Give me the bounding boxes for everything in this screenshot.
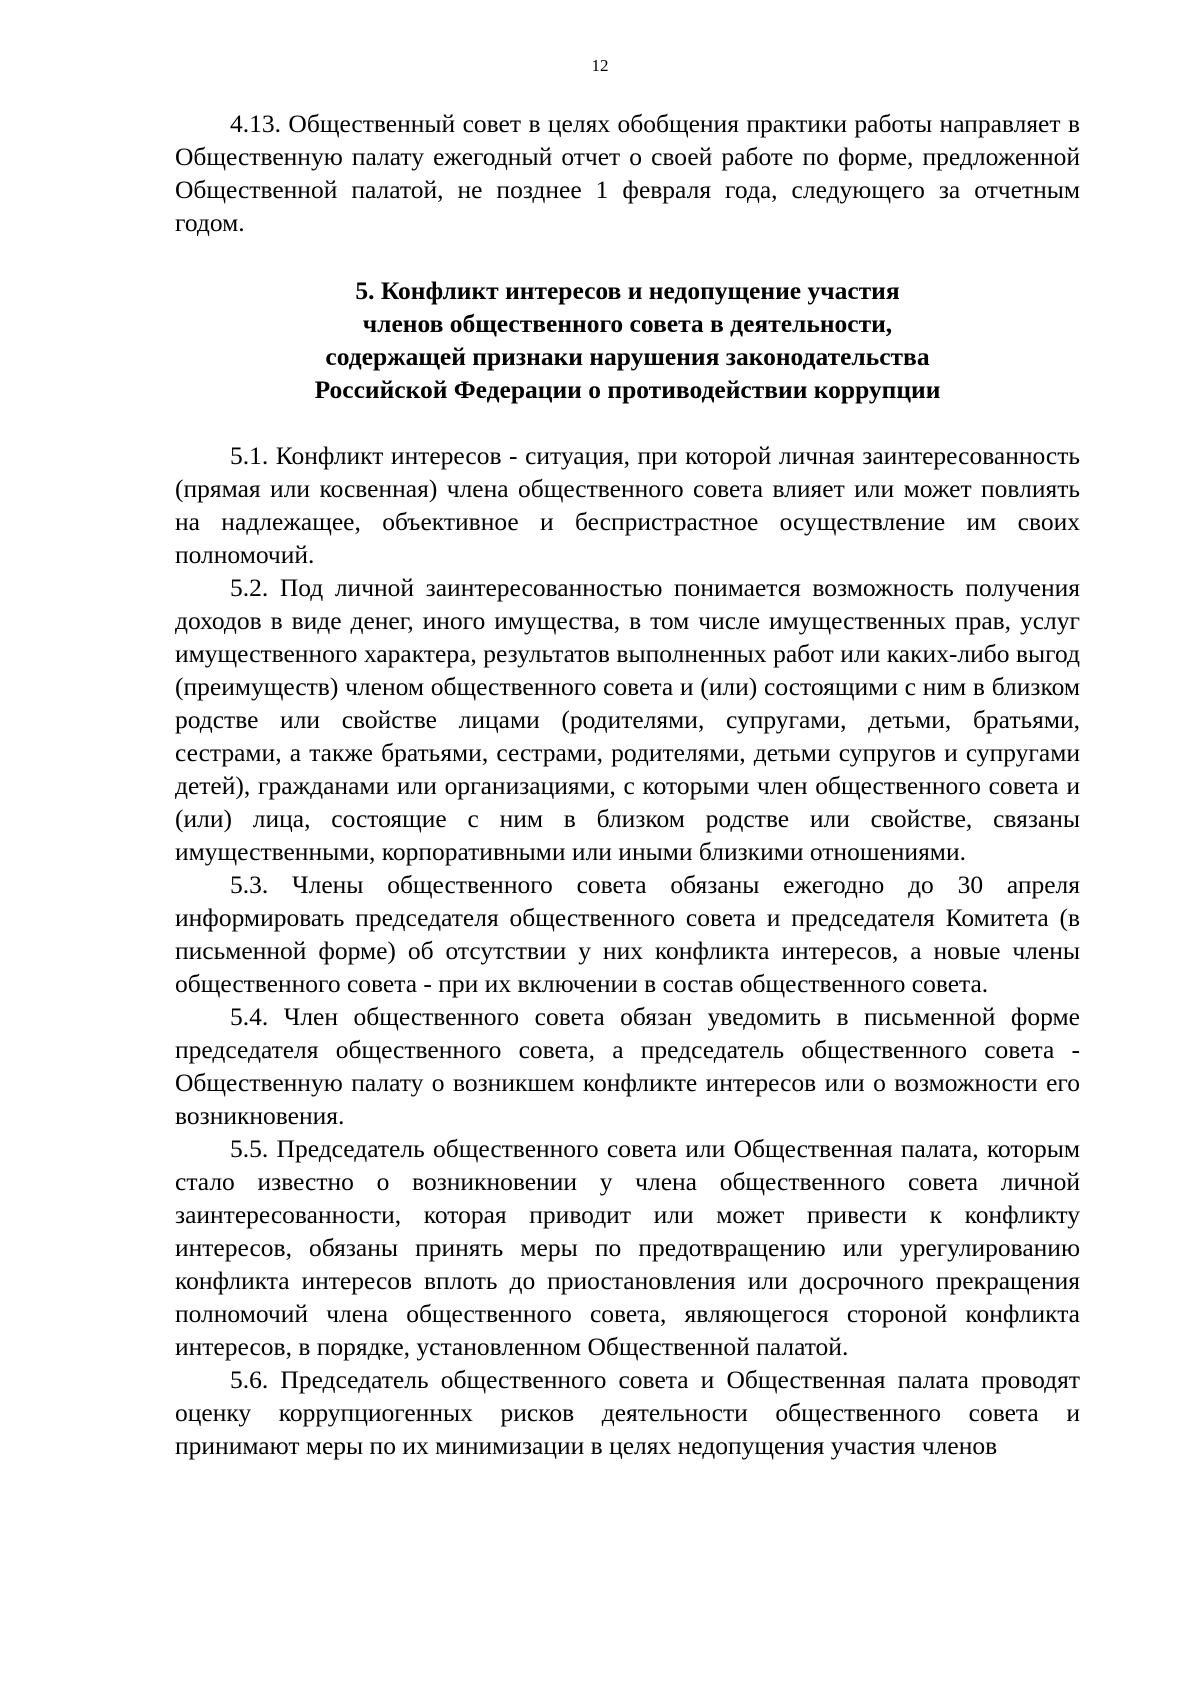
section-heading-line: Российской Федерации о противодействии коррупции	[314, 375, 941, 404]
paragraph-5-3: 5.3. Члены общественного совета обязаны ежегодно до 30 апреля информировать председателя общественного совета и председателя Комитета (в письменной форме) об отсутствии у них конфликта интересов, а новые члены общественного совета - при их включении в состав общественного совета.	[175, 870, 1080, 998]
section-heading-line: содержащей признаки нарушения законодательства	[325, 342, 930, 371]
paragraph-5-1: 5.1. Конфликт интересов - ситуация, при которой личная заинтересованность (прямая или косвенная) члена общественного совета влияет или может повлиять на надлежащее, объективное и беспристрастное осуществление им своих полномочий.	[175, 441, 1080, 569]
document-body	[175, 107, 1080, 1462]
page-number: 12	[591, 56, 609, 75]
paragraph-5-5: 5.5. Председатель общественного совета или Общественная палата, которым стало известно о возникновении у члена общественного совета личной заинтересованности, которая приводит или может привести к конфликту интересов, обязаны принять меры по предотвращению или урегулированию конфликта интересов вплоть до приостановления или досрочного прекращения полномочий члена общественного совета, являющегося стороной конфликта интересов, в порядке, установленном Общественной палатой.	[175, 1134, 1080, 1361]
paragraph-5-4: 5.4. Член общественного совета обязан уведомить в письменной форме председателя общественного совета, а председатель общественного совета - Общественную палату о возникшем конфликте интересов или о возможности его возникновения.	[175, 1002, 1080, 1130]
section-heading	[175, 274, 1080, 406]
section-heading-line: 5. Конфликт интересов и недопущение участия	[355, 276, 900, 305]
section-heading-line: членов общественного совета в деятельности,	[362, 309, 893, 338]
paragraph-5-6: 5.6. Председатель общественного совета и Общественная палата проводят оценку коррупциогенных рисков деятельности общественного совета и принимают меры по их минимизации в целях недопущения участия членов	[175, 1365, 1080, 1460]
paragraph-4-13: 4.13. Общественный совет в целях обобщения практики работы направляет в Общественную палату ежегодный отчет о своей работе по форме, предложенной Общественной палатой, не позднее 1 февраля года, следующего за отчетным годом.	[175, 109, 1080, 237]
paragraph-5-2: 5.2. Под личной заинтересованностью понимается возможность получения доходов в виде денег, иного имущества, в том числе имущественных прав, услуг имущественного характера, результатов выполненных работ или каких-либо выгод (преимуществ) членом общественного совета и (или) состоящими с ним в близком родстве или свойстве лицами (родителями, супругами, детьми, братьями, сестрами, а также братьями, сестрами, родителями, детьми супругов и супругами детей), гражданами или организациями, с которыми член общественного совета и (или) лица, состоящие с ним в близком родстве или свойстве, связаны имущественными, корпоративными или иными близкими отношениями.	[175, 573, 1080, 866]
